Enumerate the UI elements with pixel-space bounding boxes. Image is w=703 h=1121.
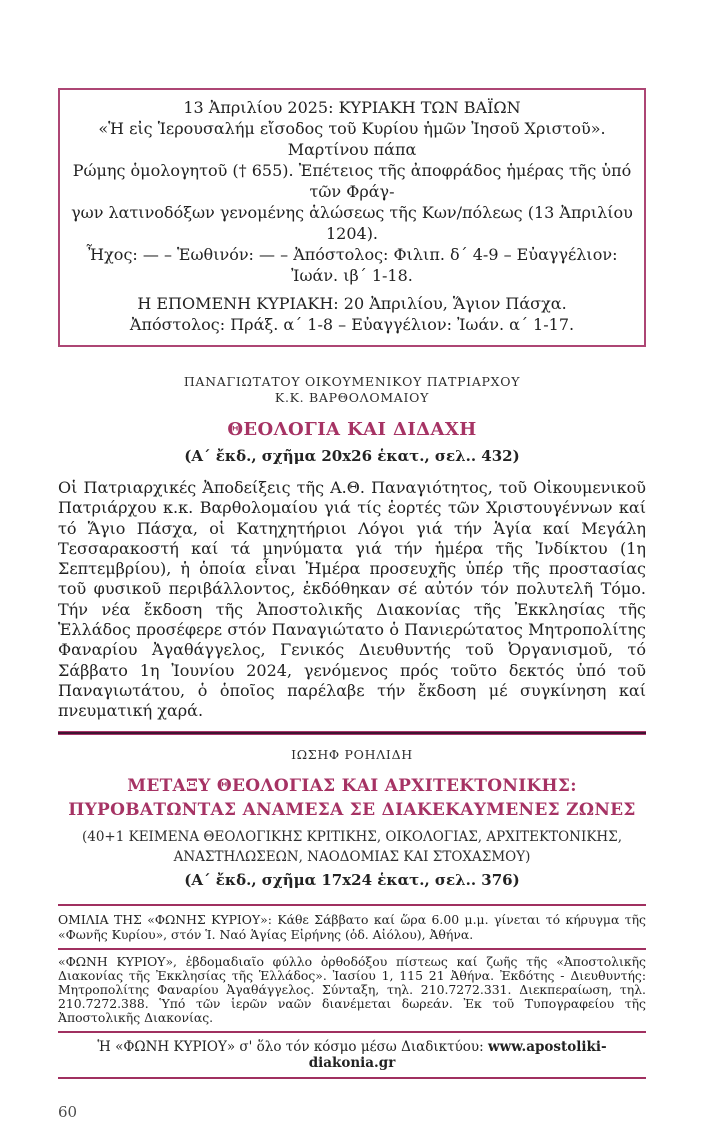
calendar-box <box>58 88 646 347</box>
book2-title <box>58 774 646 822</box>
book2-author: ΙΩΣΗΦ ΡΟΗΛΙΔΗ <box>291 746 413 762</box>
book1-body-paragraph: Οἱ Πατριαρχικές Ἀποδείξεις τῆς Α.Θ. Παναγιότητος, τοῦ Οἰκουμενικοῦ Πατριάρχου κ.κ. Βαρθολομαίου γιά τίς ἑορτές τῶν Χριστουγέννων καί τό Ἅγιο Πάσχα, οἱ Κατηχητήριοι Λόγοι γιά τήν Ἁγία καί Μεγάλη Τεσσαρακοστή καί τά μηνύματα γιά τήν ἡμέρα τῆς Ἰνδίκτου (1η Σεπτεμβρίου), ἡ ὁποία εἶναι Ἡμέρα προσευχῆς ὑπέρ τῆς προστασίας τοῦ φυσικοῦ περιβάλλοντος, ἐκδόθηκαν σέ αὐτόν τόν πολυτελῆ Τόμο. Τήν νέα ἔκδοση τῆς Ἀποστολικῆς Διακονίας τῆς Ἐκκλησίας τῆς Ἑλλάδος προσέφερε στόν Παναγιώτατο ὁ Πανιερώτατος Μητροπολίτης Φαναρίου Ἀγαθάγγελος, Γενικός Διευθυντής τοῦ Ὀργανισμοῦ, τό Σάββατο 1η Ἰουνίου 2024, γενόμενος πρός τοῦτο δεκτός ὑπό τοῦ Παναγιωτάτου, ὁ ὁποῖος παρέλαβε τήν ἔκδοση μέ συγκίνηση καί πνευματική χαρά. <box>58 478 646 721</box>
book2-subtitle-line-1: (40+1 ΚΕΙΜΕΝΑ ΘΕΟΛΟΓΙΚΗΣ ΚΡΙΤΙΚΗΣ, ΟΙΚΟΛΟΓΙΑΣ, ΑΡΧΙΤΕΚΤΟΝΙΚΗΣ, <box>81 828 623 845</box>
next-sunday-title: Η ΕΠΟΜΕΝΗ ΚΥΡΙΑΚΗ: 20 Ἀπριλίου, Ἅγιον Πάσχα. <box>137 294 567 313</box>
page-number: 60 <box>58 1102 78 1121</box>
next-sunday-block <box>70 293 634 335</box>
book2-subtitle-line-2: ΑΝΑΣΤΗΛΩΣΕΩΝ, ΝΑΟΔΟΜΙΑΣ ΚΑΙ ΣΤΟΧΑΣΜΟΥ) <box>173 848 531 865</box>
next-sunday-readings: Ἀπόστολος: Πράξ. α΄ 1-8 – Εὐαγγέλιον: Ἰωάν. α΄ 1-17. <box>129 315 575 334</box>
calendar-description-line-3: γων λατινοδόξων γενομένης ἁλώσεως τῆς Κων/πόλεως (13 Ἀπριλίου 1204). <box>71 203 633 243</box>
book1-edition: (Α΄ ἔκδ., σχῆμα 20x26 ἑκατ., σελ.. 432) <box>184 447 520 465</box>
book1-title: ΘΕΟΛΟΓΙΑ ΚΑΙ ΔΙΔΑΧΗ <box>227 419 477 440</box>
internet-note-text: Ἡ «ΦΩΝΗ ΚΥΡΙΟΥ» σ' ὅλο τόν κόσμο μέσω Διαδικτύου: <box>97 1038 488 1055</box>
homily-note: ΟΜΙΛΙΑ ΤΗΣ «ΦΩΝΗΣ ΚΥΡΙΟΥ»: Κάθε Σάββατο καί ὥρα 6.00 μ.μ. γίνεται τό κήρυγμα τῆς «Φωνῆς Κυρίου», στόν Ἱ. Ναό Ἁγίας Εἰρήνης (ὁδ. Αἰόλου), Ἀθήνα. <box>58 911 646 942</box>
footer-rule-3 <box>58 1031 646 1033</box>
calendar-description-line-1: «Ἡ εἰς Ἱερουσαλήμ εἴσοδος τοῦ Κυρίου ἡμῶν Ἰησοῦ Χριστοῦ». Μαρτίνου πάπα <box>98 119 606 159</box>
masthead-note: «ΦΩΝΗ ΚΥΡΙΟΥ», ἑβδομαδιαῖο φύλλο ὀρθοδόξου πίστεως καί ζωῆς τῆς «Ἀποστολικῆς Διακονίας τῆς Ἐκκλησίας τῆς Ἑλλάδος». Ἰασίου 1, 115 21 Ἀθήνα. Ἐκδότης - Διευθυντής: Μητροπολίτης Φαναρίου Ἀγαθάγγελος. Σύνταξη, τηλ. 210.7272.331. Διεκπεραίωση, τηλ. 210.7272.388. Ὑπό τῶν ἱερῶν ναῶν διανέμεται δωρεάν. Ἐκ τοῦ Τυπογραφείου τῆς Ἀποστολικῆς Διακονίας. <box>58 953 646 1026</box>
footer-rule-4 <box>58 1077 646 1079</box>
footer-rule-2 <box>58 948 646 950</box>
internet-url: www.apostoliki-diakonia.gr <box>308 1038 607 1071</box>
section-divider-rule <box>58 731 646 735</box>
calendar-description-line-2: Ρώμης ὁμολογητοῦ († 655). Ἐπέτειος τῆς ἀποφράδος ἡμέρας τῆς ὑπό τῶν Φράγ- <box>72 161 632 201</box>
internet-note <box>58 1039 646 1071</box>
book2-subtitle <box>58 827 646 867</box>
calendar-readings: Ἦχος: — – Ἑωθινόν: — – Ἀπόστολος: Φιλιπ. δ΄ 4-9 – Εὐαγγέλιον: Ἰωάν. ιβ΄ 1-18. <box>86 245 618 285</box>
footer-rule-1 <box>58 904 646 906</box>
book2-title-line-2: ΠΥΡΟΒΑΤΩΝΤΑΣ ΑΝΑΜΕΣΑ ΣΕ ΔΙΑΚΕΚΑΥΜΕΝΕΣ ΖΩΝΕΣ <box>68 799 636 820</box>
book2-edition: (Α΄ ἔκδ., σχῆμα 17x24 ἑκατ., σελ.. 376) <box>184 870 520 889</box>
book1-author-block <box>58 374 646 406</box>
book1-author-line-1: ΠΑΝΑΓΙΩΤΑΤΟΥ ΟΙΚΟΥΜΕΝΙΚΟΥ ΠΑΤΡΙΑΡΧΟΥ <box>183 374 521 389</box>
calendar-title: 13 Ἀπριλίου 2025: ΚΥΡΙΑΚΗ ΤΩΝ ΒΑΪΩΝ <box>183 98 521 117</box>
book1-author-line-2: Κ.Κ. ΒΑΡΘΟΛΟΜΑΙΟΥ <box>274 390 430 405</box>
book2-title-line-1: ΜΕΤΑΞΥ ΘΕΟΛΟΓΙΑΣ ΚΑΙ ΑΡΧΙΤΕΚΤΟΝΙΚΗΣ: <box>127 775 577 796</box>
